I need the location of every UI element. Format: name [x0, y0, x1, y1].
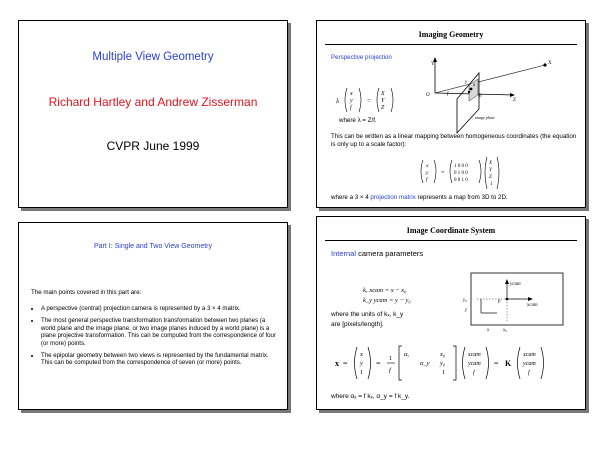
slide-title [18, 20, 288, 208]
units-text-2: are [pixels/length]. [331, 321, 384, 328]
p-label: p [498, 299, 501, 304]
matrix-row-2: 0 1 0 0 [454, 171, 468, 176]
bullet-item: • A perspective (central) projection camera is represented by a 3 × 4 matrix. [41, 305, 277, 312]
rhs-1: 1 [490, 182, 493, 187]
lhs-x: x [426, 163, 429, 169]
rhs-Z: Z [489, 175, 492, 180]
ycam-label: ycam [510, 282, 521, 287]
principal-point-label: p [479, 94, 482, 99]
y0-label: y₀ [463, 298, 467, 303]
cam2-x: xcam [523, 352, 536, 358]
bullet-item: • The epipolar geometry between two views is represented by the fundamental matrix. This can be computed from the correspondence of seven (or more) points. [41, 352, 277, 367]
vec-1: 1 [360, 369, 364, 376]
authors: Richard Hartley and Andrew Zisserman [48, 95, 258, 109]
axis-z-label: Z [513, 98, 517, 103]
vec-x: x [360, 351, 363, 358]
focal-length-label: f [447, 92, 449, 97]
part-title: Part I: Single and Two View Geometry [93, 243, 213, 250]
lambda-symbol: λ [336, 97, 340, 105]
xcam-label: xcam [527, 303, 538, 308]
lhs-y: y [426, 170, 429, 176]
m-alpha-y: α_y [420, 360, 430, 367]
bold-x: x [335, 359, 339, 368]
image-y-label: y [465, 80, 468, 85]
subheading: Perspective projection [331, 54, 392, 61]
vec-f: f [350, 105, 352, 111]
m-alpha-x: αₓ [404, 351, 410, 358]
calibration-equation [333, 341, 573, 385]
y-label: y [465, 308, 468, 313]
slide-header: Image Coordinate System [406, 226, 496, 235]
projection-matrix-term: projection matrix [370, 194, 416, 201]
svg-text:=: = [441, 170, 445, 176]
header-rule [325, 240, 577, 241]
svg-text:=: = [367, 97, 371, 105]
homogeneous-equation [417, 155, 507, 191]
m-x0: x₀ [440, 351, 446, 358]
internal-term: Internal [331, 249, 357, 258]
slide-image-coordinate-system [316, 216, 586, 410]
alpha-definition: where αₓ = f kₓ, α_y = f k_y. [331, 393, 410, 400]
lhs-f: f [426, 177, 428, 183]
cam-x: xcam [468, 352, 481, 358]
svg-text:=: = [494, 359, 499, 368]
linear-mapping-text: This can be written as a linear mapping between homogeneous coordinates (the equation is only up to a scale factor): [331, 133, 577, 148]
axis-y-label: Y [431, 62, 435, 67]
vec-x: x [350, 91, 353, 97]
frac-den: f [389, 367, 391, 374]
cam-f: f [473, 370, 475, 376]
matrix-row-1: 1 0 0 0 [454, 164, 468, 169]
m-y0: y₀ [440, 360, 446, 367]
vec-X: X [381, 91, 385, 97]
internal-params-heading [331, 249, 423, 258]
K-matrix: K [505, 359, 512, 368]
where-lambda: where λ = Z/f. [339, 117, 377, 124]
origin-label: O [426, 93, 430, 98]
bullet-item: • The most general perspective transformation transformation between two planes (a world plane and the image plane, or two image planes induced by a world plane) is a plane projective transformation. This can be computed from the correspondence of four (or more) points. [41, 317, 277, 347]
frac-num: 1 [389, 355, 393, 362]
presentation-title: Multiple View Geometry [92, 51, 214, 63]
vec-Y: Y [381, 98, 385, 104]
projection-equation [335, 85, 405, 115]
header-rule [325, 44, 577, 45]
intro-text: The main points covered in this part are: [31, 289, 142, 296]
image-coordinate-diagram [457, 271, 577, 333]
slide-part-one [18, 222, 288, 410]
rhs-X: X [489, 161, 493, 166]
bullet-list [27, 305, 277, 372]
image-plane-label: image plane [475, 115, 495, 120]
vec-Z: Z [381, 105, 385, 111]
camera-params-label: camera parameters [358, 249, 424, 258]
x0-label: x₀ [503, 328, 507, 333]
cam2-f: f [528, 370, 530, 376]
svg-text:=: = [376, 359, 381, 368]
perspective-diagram [417, 55, 579, 135]
rhs-Y: Y [489, 168, 492, 173]
equation-line-1: kₓ xcam = x − x₀ [363, 287, 407, 294]
vec-y: y [360, 360, 363, 367]
projection-matrix-text [331, 194, 508, 202]
image-point-label: x [473, 83, 476, 88]
point-X-label: X [548, 61, 552, 66]
where-suffix: represents a map from 3D to 2D. [417, 194, 508, 201]
cam-y: ycam [468, 361, 481, 367]
x-label: x [487, 328, 490, 333]
where-prefix: where a 3 × 4 [331, 194, 369, 201]
equation-line-2: k_y ycam = y − y₀ [363, 297, 411, 304]
matrix-row-3: 0 0 1 0 [454, 178, 468, 183]
vec-y: y [350, 98, 353, 104]
slide-header: Imaging Geometry [418, 30, 484, 39]
event-date: CVPR June 1999 [106, 139, 200, 153]
m-1: 1 [442, 369, 446, 376]
slide-imaging-geometry [316, 20, 586, 208]
cam2-y: ycam [523, 361, 536, 367]
units-text: where the units of kₓ, k_y [331, 311, 404, 318]
svg-text:=: = [343, 359, 348, 368]
